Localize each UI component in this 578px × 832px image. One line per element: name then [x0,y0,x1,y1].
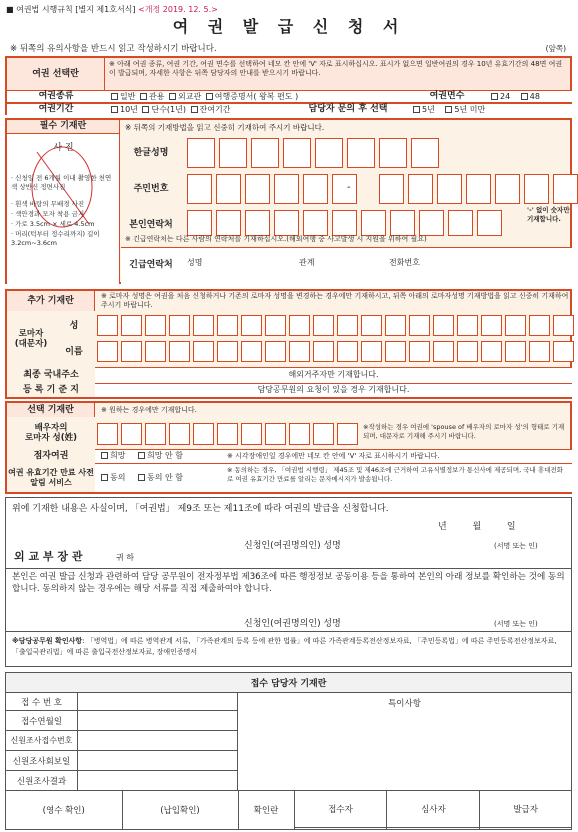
photo-note: · 신청일 전 6개월 이내 촬영한 천연색 상반신 정면사진 [11,174,112,191]
consent-signer[interactable]: 신청인(여권명의인) 성명 [244,619,341,629]
staff-reviewer: 심사자 [387,791,480,828]
special-notes[interactable]: 특이사항 [238,693,572,791]
input-box[interactable] [332,174,357,204]
input-box[interactable] [457,315,478,336]
braille-options[interactable]: 희망 희망 안 함 [99,451,183,462]
input-box[interactable] [274,210,299,236]
input-box[interactable] [145,341,166,362]
receipt-confirm[interactable]: (영수 확인) [6,791,122,829]
signature-cell[interactable] [480,828,571,829]
input-box[interactable] [409,341,430,362]
input-box[interactable] [121,423,142,445]
input-box[interactable] [437,174,462,204]
required-label: 필수 기재란 [7,120,120,134]
expiry-label: 여권 유효기간 만료 사전 알림 서비스 [7,463,95,492]
form-reference: ■ 여권법 시행규칙 [별지 제1호서식] <개정 2019. 12. 5.> [6,5,218,14]
emergency-relation-label: 관계 [299,258,315,267]
input-box[interactable] [385,315,406,336]
input-box[interactable] [145,315,166,336]
input-box[interactable] [265,341,286,362]
input-box[interactable] [313,315,334,336]
passport-type-label: 여권종류 [38,91,74,102]
input-box[interactable] [187,174,212,204]
input-box[interactable] [347,138,375,168]
input-box[interactable] [241,341,262,362]
input-box[interactable] [529,315,550,336]
input-box[interactable] [289,341,310,362]
input-box[interactable] [193,423,214,445]
staff-issuer: 발급자 [480,791,571,828]
page-count-options[interactable]: 24 48 [489,92,540,103]
input-box[interactable] [313,423,334,445]
page-side: (앞쪽) [545,44,566,53]
reception-value[interactable] [78,711,238,731]
input-box[interactable] [245,174,270,204]
page-count-label: 여권면수 [429,91,465,102]
resident-no-label: 주민번호 [133,183,169,194]
input-box[interactable] [97,341,118,362]
input-box[interactable] [187,210,212,236]
spouse-label: 배우자의 로마자 성(姓) [24,422,78,443]
signature-cell[interactable] [294,828,387,829]
resident-no-dash: - [347,182,351,193]
photo-note: · 가로 3.5cm × 세로 4.5cm [11,220,95,228]
input-box[interactable] [289,423,310,445]
emergency-phone-label: 전화번호 [389,258,420,267]
input-box[interactable] [433,315,454,336]
input-box[interactable] [187,138,215,168]
input-box[interactable] [303,210,328,236]
input-box[interactable] [303,174,328,204]
input-box[interactable] [481,315,502,336]
input-box[interactable] [553,315,574,336]
reception-row-label: 신원조사회보일 [6,751,78,771]
input-box[interactable] [169,315,190,336]
emergency-name-label: 성명 [187,258,203,267]
input-box[interactable] [457,341,478,362]
payment-confirm[interactable]: (납입확인) [122,791,238,829]
period-label: 여권기간 [38,103,74,114]
input-box[interactable] [466,174,491,204]
input-box[interactable] [505,315,526,336]
input-box[interactable] [419,210,444,236]
input-box[interactable] [283,138,311,168]
page-title: 여 권 발 급 신 청 서 [172,17,406,36]
input-box[interactable] [169,423,190,445]
contact-label: 본인연락처 [129,219,173,230]
photo-note: · 색안경과 모자 착용 금지 [11,210,85,218]
optional-section [5,401,572,494]
input-box[interactable] [448,210,473,236]
optional-label: 선택 기재란 [7,403,95,417]
input-box[interactable] [524,174,549,204]
photo-note: · 머리(턱부터 정수리까지) 길이 3.2cm~3.6cm [11,230,100,247]
reception-row-label: 신원조사접수번호 [6,731,78,751]
minister-label: 외 교 부 장 관 [14,550,83,563]
given-name-label: 이름 [65,346,83,357]
input-box[interactable] [361,210,386,236]
input-box[interactable] [216,174,241,204]
braille-label: 점자여권 [7,449,95,463]
required-desc: ※ 뒤쪽의 기재방법을 읽고 신중히 기재하여 주시기 바랍니다. [125,123,325,132]
input-box[interactable] [390,210,415,236]
input-box[interactable] [217,423,238,445]
reception-row-label: 접수연월일 [6,711,78,731]
input-box[interactable] [337,315,358,336]
passport-selection-section [5,56,572,115]
declaration-date[interactable]: 년 월 일 [438,522,516,532]
declaration-area [5,497,572,667]
reception-value[interactable] [78,731,238,751]
input-box[interactable] [216,210,241,236]
additional-label: 추가 기재란 [7,291,95,311]
input-box[interactable] [379,174,404,204]
required-section [5,118,572,284]
input-box[interactable] [241,315,262,336]
spouse-note: ※작성하는 경우 여권에 'spouse of 배우자의 로마자 성'의 형태로 기재되며, 대문자로 기재해 주시기 바랍니다. [363,423,565,440]
input-box[interactable] [217,315,238,336]
input-box[interactable] [495,174,520,204]
declaration-signer[interactable]: 신청인(여권명의인) 성명 [244,541,341,551]
input-box[interactable] [433,341,454,362]
input-box[interactable] [145,423,166,445]
section-label: 여권 선택란 [7,58,105,90]
input-box[interactable] [477,210,502,236]
address-text[interactable]: 해외거주자만 기재합니다. [288,370,379,379]
input-box[interactable] [337,423,358,445]
input-box[interactable] [241,423,262,445]
registration-text[interactable]: 담당공무원의 요청이 있을 경우 기재합니다. [257,385,410,394]
photo-title: 사 진 [53,143,74,153]
emergency-label: 긴급연락처 [129,260,173,271]
expiry-options[interactable]: 동의 동의 안 함 [99,473,183,484]
input-box[interactable] [481,341,502,362]
input-box[interactable] [411,138,439,168]
reception-value[interactable] [78,751,238,771]
confirm-label: 확인란 [238,791,294,829]
input-box[interactable] [217,341,238,362]
korean-name-label: 한글성명 [133,147,169,158]
reception-value[interactable] [78,693,238,711]
input-box[interactable] [505,341,526,362]
declaration-text: 위에 기재한 내용은 사실이며, 「여권법」 제9조 또는 제11조에 따라 여권의 발급을 신청합니다. [12,504,389,514]
input-box[interactable] [361,341,382,362]
input-box[interactable] [379,138,407,168]
input-box[interactable] [193,341,214,362]
input-box[interactable] [409,315,430,336]
input-box[interactable] [121,341,142,362]
additional-desc: ※ 로마자 성명은 여권을 처음 신청하거나 기존의 로마자 성명을 변경하는 경우에만 기재하시고, 뒤쪽 아래의 로마자성명 기재방법을 읽고 신중히 기재하여 주시기 바랍니다. [101,292,569,310]
input-box[interactable] [553,174,578,204]
input-box[interactable] [313,341,334,362]
period-options[interactable]: 10년 단수(1년) 잔여기간 [109,105,230,116]
surname-label: 성 [69,320,79,331]
roman-label: 로마자 (대문자) [14,328,48,349]
emergency-note: ※ 긴급연락처는 다른 사람의 연락처를 기재하십시오.(해외여행 중 사고발생 시 지원을 위하여 필요) [125,235,427,243]
input-box[interactable] [265,315,286,336]
reception-row-label: 접 수 번 호 [6,693,78,711]
staff-receiver: 접수자 [294,791,387,828]
officer-check: ※담당공무원 확인사항: 「병역법」에 따른 병역관계 서류, 「가족관계의 등록 등에 관한 법률」에 따른 가족관계등록전산정보자료, 「주민등록법」에 따른 주민등록전산정보자료, 「출입국관리법」에 따른 출입국전산정보자료, 장애인증명서 [12,637,557,657]
period-sub-label: 담당자 문의 후 선택 [308,103,388,114]
reception-table [5,672,572,830]
input-box[interactable] [361,315,382,336]
period-sub-options[interactable]: 5년 5년 미만 [411,105,485,116]
reception-title: 접수 담당자 기재란 [6,673,572,693]
expiry-note: ※ 동의하는 경우, 「여권법 시행령」 제45조 및 제46조에 근거하여 고유식별정보가 통신사에 제공되며, 국내 휴대전화로 여권 유효기간 만료를 알리는 문자메시지가 발송됩니다. [227,466,563,483]
signature-cell[interactable] [387,828,480,829]
input-box[interactable] [274,174,299,204]
photo-area [7,134,120,284]
optional-desc: ※ 원하는 경우에만 기재합니다. [101,406,197,414]
input-box[interactable] [315,138,343,168]
input-box[interactable] [97,315,118,336]
passport-type-options[interactable]: 일반 관용 외교관 여행증명서( 왕복 편도 ) [109,92,298,103]
reception-row-label: 신원조사결과 [6,771,78,791]
consent-sign-hint: (서명 또는 인) [494,620,538,628]
contact-note: '-' 없이 숫자만 기재합니다. [527,206,570,223]
input-box[interactable] [408,174,433,204]
input-box[interactable] [219,138,247,168]
input-box[interactable] [97,423,118,445]
input-box[interactable] [289,315,310,336]
input-box[interactable] [337,341,358,362]
input-box[interactable] [245,210,270,236]
input-box[interactable] [265,423,286,445]
input-box[interactable] [553,341,574,362]
section-desc: ※ 아래 여권 종류, 여권 기간, 여권 면수를 선택하여 네모 칸 안에 'V' 자로 표시하십시오. 표시가 없으면 일반여권의 경우 10년 유효기간의 48면 여권이 발급되며, 자세한 사항은 뒤쪽 담당자의 안내를 받으시기 바랍니다. [109,60,563,78]
reception-value[interactable] [78,771,238,791]
consent-text: 본인은 여권 발급 신청과 관련하여 담당 공무원이 전자정부법 제36조에 따른 행정정보 공동이용 등을 통하여 본인의 아래 정보를 확인하는 것에 동의합니다. 동의하지 않는 경우에는 해당 서류를 직접 제출하여야 합니다. [12,572,565,594]
input-box[interactable] [332,210,357,236]
input-box[interactable] [385,341,406,362]
additional-section [5,289,572,399]
input-box[interactable] [251,138,279,168]
input-box[interactable] [121,315,142,336]
input-box[interactable] [193,315,214,336]
address-label: 최종 국내주소 [7,367,95,383]
input-box[interactable] [169,341,190,362]
registration-label: 등 록 기 준 지 [7,383,95,397]
braille-note: ※ 시각장애인일 경우에만 네모 칸 안에 'V' 자로 표시하시기 바랍니다. [227,452,440,460]
notice-text: ※ 뒤쪽의 유의사항을 반드시 읽고 작성하시기 바랍니다. [10,44,217,54]
declaration-sign-hint: (서명 또는 인) [494,542,538,550]
minister-suffix: 귀 하 [116,553,134,562]
photo-note: · 흰색 바탕의 무배경 사진 [11,200,85,208]
input-box[interactable] [529,341,550,362]
